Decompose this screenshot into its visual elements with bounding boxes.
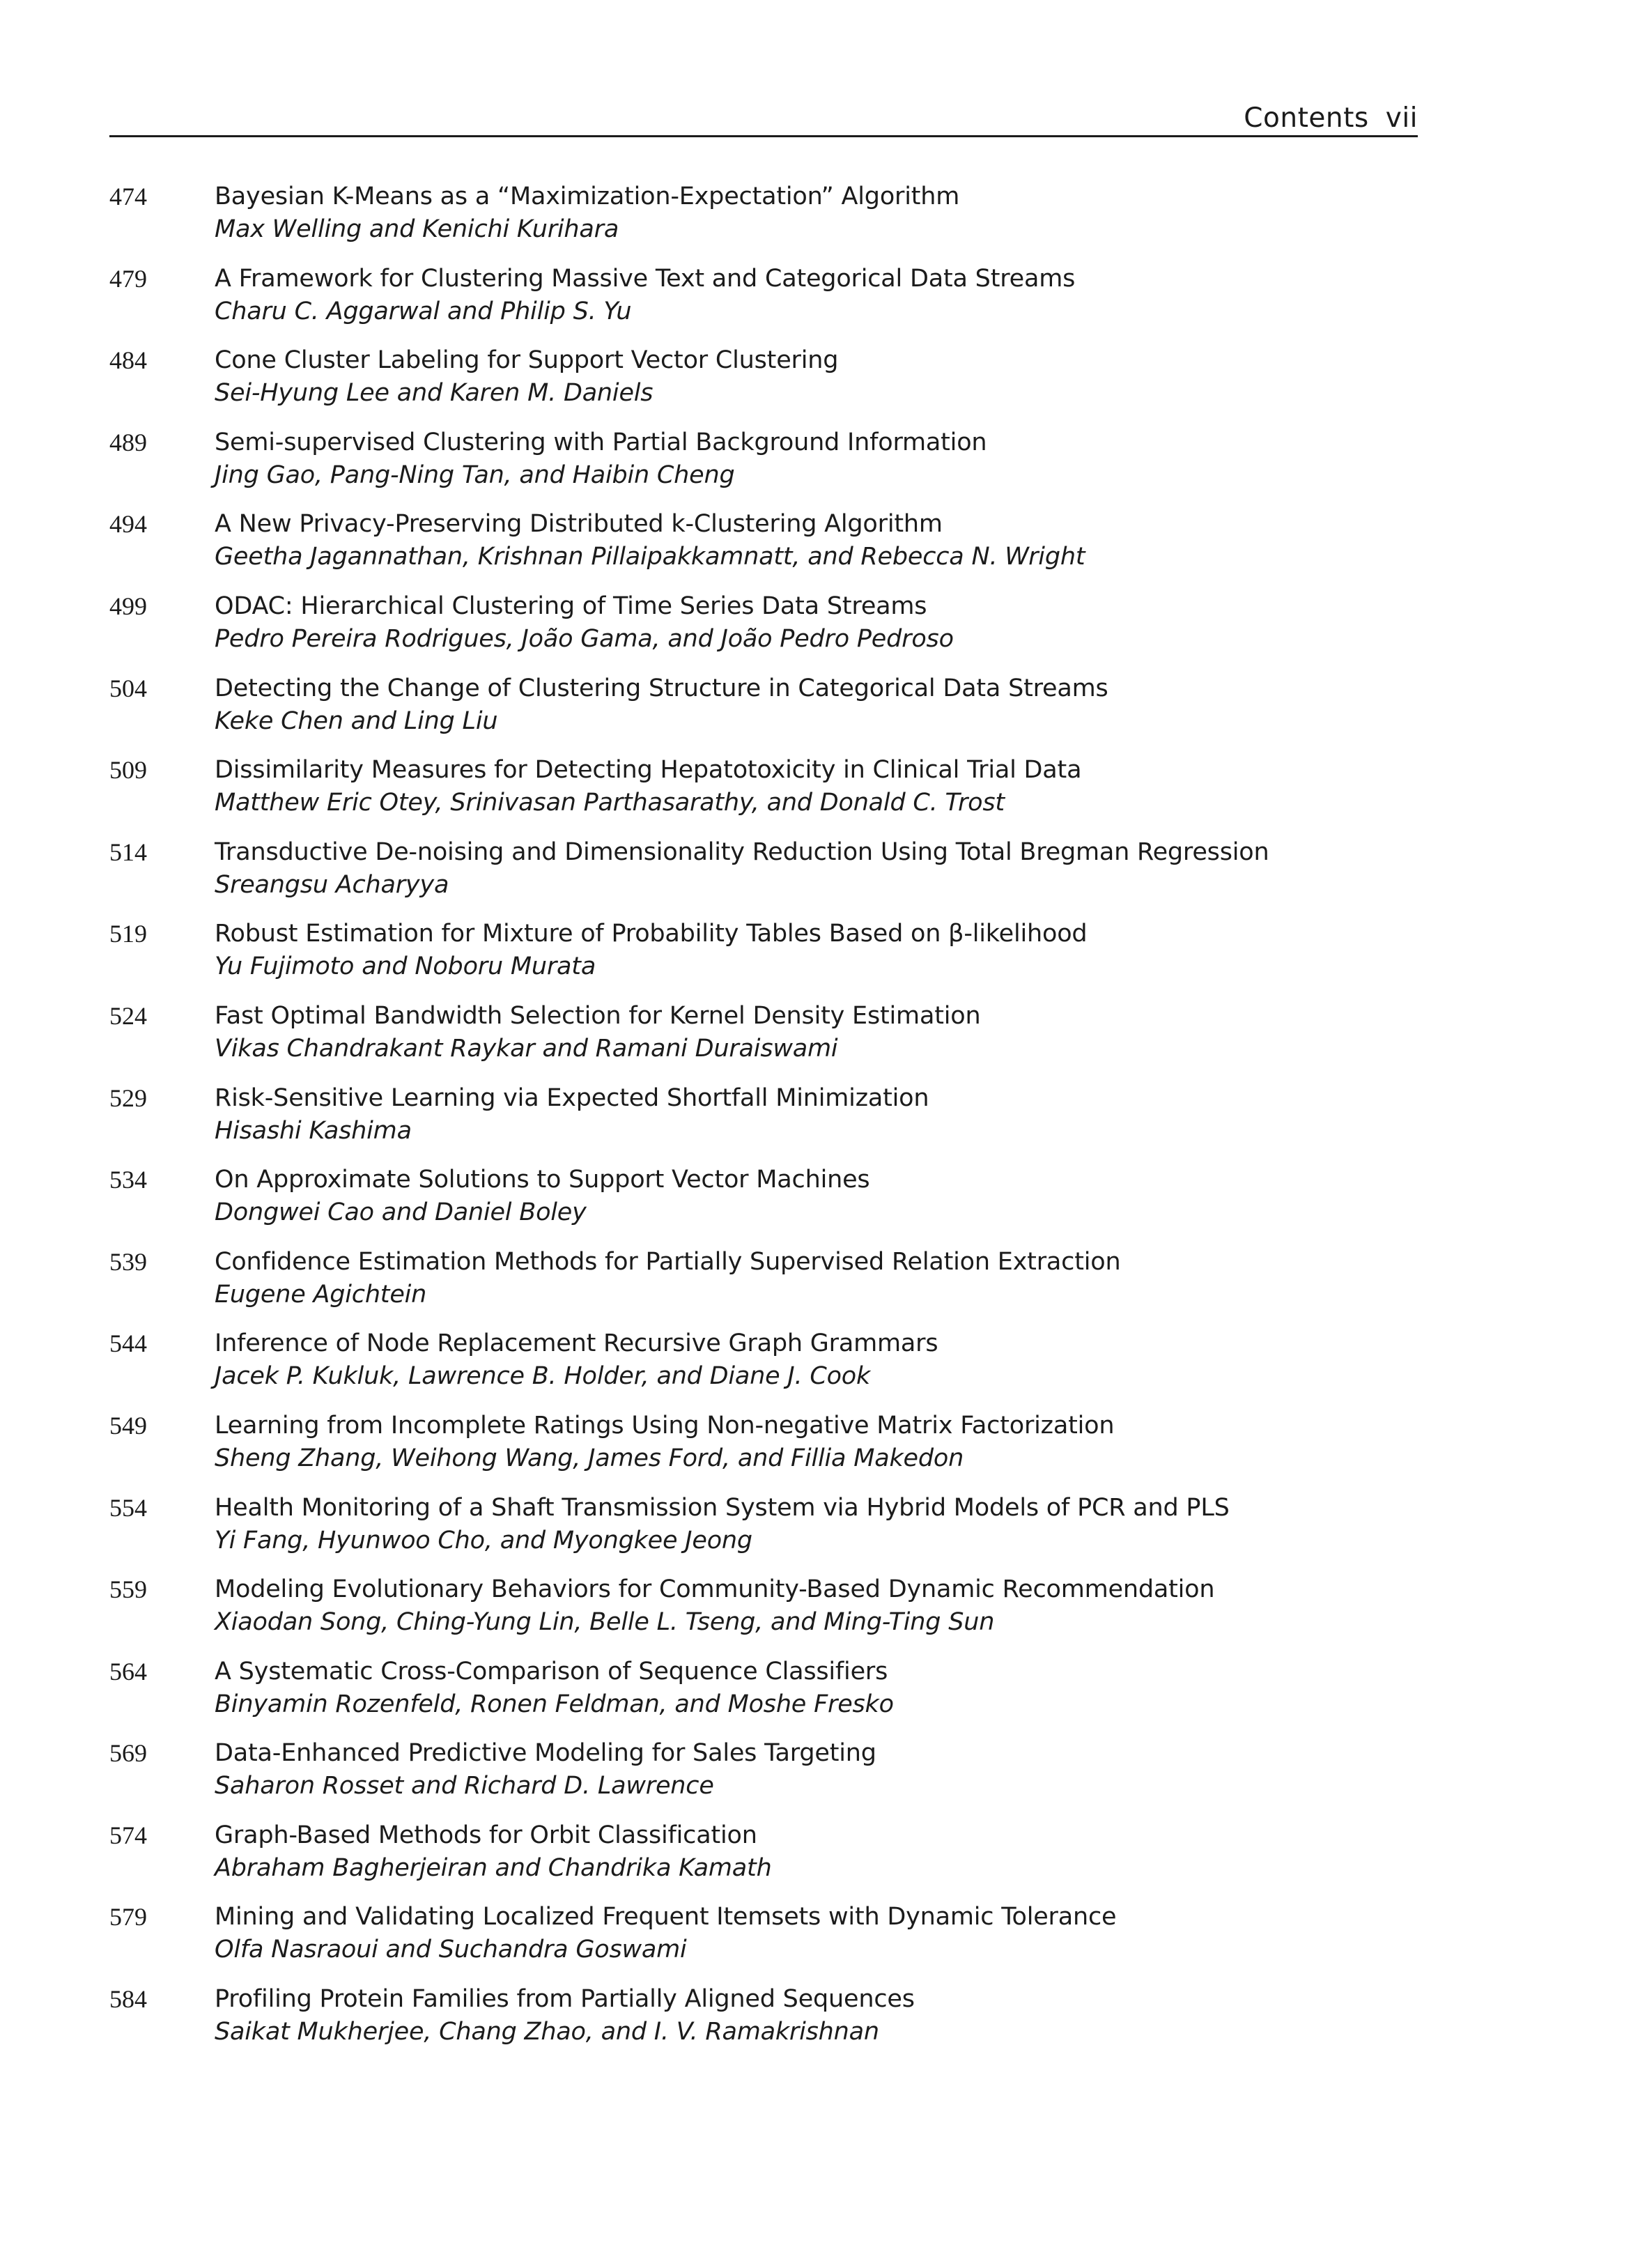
toc-paper-title: Graph-Based Methods for Orbit Classification [215, 1821, 757, 1849]
toc-paper-authors: Yi Fang, Hyunwoo Cho, and Myongkee Jeong [215, 1526, 752, 1555]
toc-page-number: 554 [109, 1493, 147, 1522]
toc-entry [109, 589, 1418, 672]
toc-paper-title: Risk-Sensitive Learning via Expected Shortfall Minimization [215, 1083, 929, 1112]
toc-paper-title: Detecting the Change of Clustering Structure in Categorical Data Streams [215, 674, 1108, 702]
toc-entry [109, 1245, 1418, 1327]
toc-paper-authors: Yu Fujimoto and Noboru Murata [215, 952, 596, 981]
toc-page-number: 569 [109, 1739, 147, 1768]
toc-paper-title: A Systematic Cross-Comparison of Sequence Classifiers [215, 1657, 888, 1685]
toc-paper-authors: Jacek P. Kukluk, Lawrence B. Holder, and Diane J. Cook [215, 1362, 871, 1391]
toc-page-number: 529 [109, 1083, 147, 1112]
toc-paper-title: Cone Cluster Labeling for Support Vector Clustering [215, 346, 839, 375]
toc-entry [109, 672, 1418, 754]
toc-entry-text [215, 1982, 1413, 2048]
toc-paper-title: A New Privacy-Preserving Distributed k-Clustering Algorithm [215, 510, 943, 539]
toc-paper-authors: Jing Gao, Pang-Ning Tan, and Haibin Cheng [215, 461, 735, 489]
toc-paper-title: Inference of Node Replacement Recursive Graph Grammars [215, 1329, 938, 1358]
toc-paper-title: Dissimilarity Measures for Detecting Hepatotoxicity in Clinical Trial Data [215, 756, 1082, 785]
toc-paper-title: Health Monitoring of a Shaft Transmission System via Hybrid Models of PCR and PLS [215, 1493, 1230, 1522]
toc-paper-authors: Eugene Agichtein [215, 1280, 427, 1309]
toc-paper-authors: Hisashi Kashima [215, 1116, 412, 1145]
toc-entry [109, 917, 1418, 999]
toc-page-number: 584 [109, 1985, 147, 2014]
table-of-contents [109, 180, 1418, 2065]
toc-paper-authors: Olfa Nasraoui and Suchandra Goswami [215, 1936, 687, 1964]
toc-paper-title: Modeling Evolutionary Behaviors for Community-Based Dynamic Recommendation [215, 1575, 1215, 1604]
toc-paper-title: Mining and Validating Localized Frequent Itemsets with Dynamic Tolerance [215, 1903, 1117, 1931]
toc-entry-text [215, 1655, 1413, 1720]
toc-entry [109, 507, 1418, 589]
toc-paper-authors: Dongwei Cao and Daniel Boley [215, 1198, 587, 1227]
toc-paper-authors: Matthew Eric Otey, Srinivasan Parthasarathy, and Donald C. Trost [215, 789, 1005, 817]
toc-entry-text [215, 1327, 1413, 1392]
toc-entry [109, 835, 1418, 918]
toc-paper-authors: Keke Chen and Ling Liu [215, 707, 498, 735]
toc-entry-text [215, 1819, 1413, 1884]
toc-paper-authors: Vikas Chandrakant Raykar and Ramani Duraiswami [215, 1034, 838, 1063]
toc-entry [109, 1409, 1418, 1491]
toc-paper-title: Learning from Incomplete Ratings Using Non-negative Matrix Factorization [215, 1411, 1115, 1440]
toc-paper-authors: Geetha Jagannathan, Krishnan Pillaipakkamnatt, and Rebecca N. Wright [215, 543, 1085, 571]
toc-entry-text [215, 1900, 1413, 1966]
toc-entry-text [215, 753, 1413, 819]
toc-page-number: 499 [109, 592, 147, 620]
toc-entry-text [215, 1491, 1413, 1557]
toc-page-number: 539 [109, 1247, 147, 1276]
toc-page-number: 479 [109, 264, 147, 293]
toc-entry-text [215, 1736, 1413, 1802]
toc-paper-title: Semi-supervised Clustering with Partial Background Information [215, 428, 987, 456]
toc-paper-authors: Abraham Bagherjeiran and Chandrika Kamath [215, 1853, 772, 1882]
toc-entry-text [215, 1245, 1413, 1311]
toc-page-number: 489 [109, 428, 147, 456]
toc-entry [109, 999, 1418, 1081]
toc-entry [109, 1081, 1418, 1164]
toc-page-number: 579 [109, 1903, 147, 1931]
toc-entry-text [215, 426, 1413, 491]
toc-page-number: 559 [109, 1575, 147, 1604]
toc-paper-title: Transductive De-noising and Dimensionality Reduction Using Total Bregman Regression [215, 838, 1269, 866]
toc-page-number: 564 [109, 1657, 147, 1685]
toc-page-number: 534 [109, 1166, 147, 1194]
toc-entry-text [215, 835, 1413, 901]
toc-page-number: 484 [109, 346, 147, 375]
toc-paper-title: Data-Enhanced Predictive Modeling for Sales Targeting [215, 1739, 876, 1768]
toc-entry-text [215, 999, 1413, 1065]
toc-paper-authors: Saikat Mukherjee, Chang Zhao, and I. V. Ramakrishnan [215, 2018, 879, 2046]
toc-page-number: 549 [109, 1411, 147, 1440]
toc-entry [109, 1163, 1418, 1245]
toc-page-number: 544 [109, 1329, 147, 1358]
toc-page-number: 494 [109, 510, 147, 539]
header-section-title: Contents [1244, 102, 1369, 134]
toc-paper-title: Profiling Protein Families from Partially Aligned Sequences [215, 1985, 915, 2014]
toc-entry-text [215, 344, 1413, 409]
toc-page-number: 574 [109, 1821, 147, 1849]
toc-entry [109, 426, 1418, 508]
toc-entry-text [215, 1409, 1413, 1474]
toc-paper-authors: Xiaodan Song, Ching-Yung Lin, Belle L. Tseng, and Ming-Ting Sun [215, 1608, 995, 1637]
toc-page-number: 514 [109, 838, 147, 866]
toc-page-number: 509 [109, 756, 147, 785]
toc-paper-title: Confidence Estimation Methods for Partially Supervised Relation Extraction [215, 1247, 1121, 1276]
toc-entry-text [215, 180, 1413, 245]
toc-entry [109, 262, 1418, 344]
toc-entry-text [215, 589, 1413, 655]
toc-page-number: 504 [109, 674, 147, 702]
toc-paper-title: On Approximate Solutions to Support Vector Machines [215, 1166, 870, 1194]
toc-paper-authors: Sheng Zhang, Weihong Wang, James Ford, and Fillia Makedon [215, 1444, 964, 1472]
toc-paper-authors: Sreangsu Acharyya [215, 870, 449, 899]
toc-entry-text [215, 1081, 1413, 1147]
toc-paper-title: A Framework for Clustering Massive Text and Categorical Data Streams [215, 264, 1076, 293]
toc-entry [109, 1819, 1418, 1901]
toc-entry [109, 180, 1418, 262]
toc-entry [109, 1327, 1418, 1409]
toc-entry-text [215, 917, 1413, 982]
toc-entry [109, 1736, 1418, 1819]
toc-paper-title: Robust Estimation for Mixture of Probability Tables Based on β-likelihood [215, 920, 1088, 948]
toc-paper-title: Bayesian K-Means as a “Maximization-Expectation” Algorithm [215, 183, 960, 210]
toc-page-number: 519 [109, 920, 147, 948]
toc-page-number: 524 [109, 1001, 147, 1030]
toc-entry [109, 1491, 1418, 1573]
running-header [109, 96, 1418, 137]
toc-entry [109, 1900, 1418, 1982]
toc-entry-text [215, 672, 1413, 737]
toc-entry-text [215, 1163, 1413, 1228]
toc-entry [109, 1573, 1418, 1655]
toc-entry-text [215, 262, 1413, 327]
toc-paper-authors: Max Welling and Kenichi Kurihara [215, 215, 619, 243]
toc-paper-authors: Sei-Hyung Lee and Karen M. Daniels [215, 379, 654, 408]
header-text [1244, 102, 1418, 134]
toc-paper-authors: Charu C. Aggarwal and Philip S. Yu [215, 297, 632, 325]
toc-paper-authors: Pedro Pereira Rodrigues, João Gama, and João Pedro Pedroso [215, 624, 954, 653]
toc-entry [109, 1982, 1418, 2065]
toc-entry [109, 1655, 1418, 1737]
header-page-number: vii [1385, 102, 1418, 134]
toc-paper-title: Fast Optimal Bandwidth Selection for Kernel Density Estimation [215, 1001, 981, 1030]
toc-entry [109, 344, 1418, 426]
toc-paper-authors: Binyamin Rozenfeld, Ronen Feldman, and Moshe Fresko [215, 1690, 894, 1718]
toc-entry [109, 753, 1418, 835]
toc-page-number: 474 [109, 183, 147, 210]
toc-entry-text [215, 507, 1413, 573]
toc-paper-title: ODAC: Hierarchical Clustering of Time Series Data Streams [215, 592, 927, 620]
toc-paper-authors: Saharon Rosset and Richard D. Lawrence [215, 1772, 714, 1800]
toc-entry-text [215, 1573, 1413, 1638]
